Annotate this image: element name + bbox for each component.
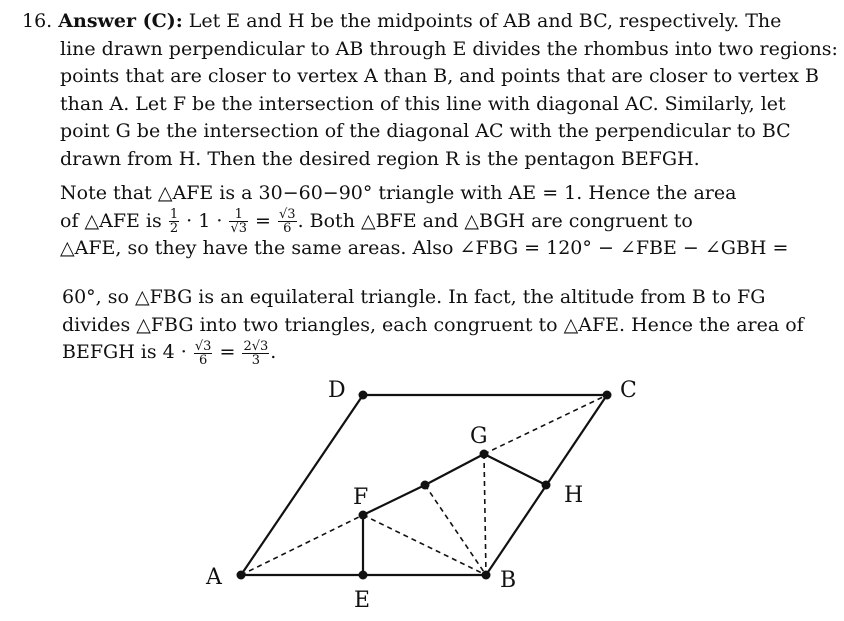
p1-line-6: drawn from H. Then the desired region R is the pentagon BEFGH. — [60, 147, 700, 170]
p1-line-4: than A. Let F be the intersection of this line with diagonal AC. Similarly, let — [60, 92, 786, 115]
p2-text-d: . Both △BFE and △BGH are congruent to — [297, 209, 693, 232]
diagonal-GC-dashed — [484, 395, 607, 454]
p2-text-a: of △AFE is — [60, 209, 162, 232]
point-altitude-foot — [421, 481, 430, 490]
point-C — [603, 391, 612, 400]
point-F — [359, 511, 368, 520]
p1-text-1: Let E and H be the midpoints of AB and BC, respectively. The — [188, 10, 782, 32]
label-B: B — [500, 568, 517, 593]
p1-line-3: points that are closer to vertex A than B, and points that are closer to vertex B — [60, 65, 819, 87]
p2-text-b: · 1 · — [186, 209, 223, 232]
p3-text-c: . — [270, 341, 277, 363]
p3-line-1: 60°, so △FBG is an equilateral triangle. In fact, the altitude from B to FG — [62, 286, 766, 308]
p3-line-2: divides △FBG into two triangles, each congruent to △AFE. Hence the area of — [62, 313, 804, 336]
label-D: D — [328, 378, 346, 403]
segment-MB-dashed — [425, 485, 486, 575]
frac-num: √3 — [194, 338, 212, 354]
label-F: F — [353, 485, 369, 510]
segment-MG — [425, 454, 484, 485]
frac-den: 6 — [199, 352, 208, 368]
frac-den: 3 — [251, 352, 261, 368]
frac-num: 1 — [169, 207, 179, 222]
point-B — [482, 571, 491, 580]
p1-line-5: point G be the intersection of the diagonal AC with the perpendicular to BC — [60, 120, 791, 142]
answer-label: Answer (C): — [58, 10, 183, 32]
frac-num: √3 — [279, 207, 296, 222]
point-E — [359, 571, 368, 580]
label-C: C — [620, 378, 637, 403]
frac-num: 1 — [229, 208, 248, 222]
label-A: A — [206, 565, 222, 590]
point-H — [542, 481, 551, 490]
p2-line-1: Note that △AFE is a 30−60−90° triangle with AE = 1. Hence the area — [60, 182, 737, 204]
label-H: H — [564, 483, 584, 508]
p1-line-2: line drawn perpendicular to AB through E divides the rhombus into two regions: — [60, 37, 838, 60]
segment-FM — [363, 485, 425, 515]
p3-text-b: = — [219, 341, 236, 363]
frac-den: 2 — [169, 221, 179, 236]
frac-den: √3 — [230, 221, 247, 236]
frac-num: 2√3 — [243, 338, 269, 354]
problem-number: 16. — [22, 10, 53, 32]
point-G — [480, 450, 489, 459]
point-D — [359, 391, 368, 400]
segment-FB-dashed — [363, 515, 486, 575]
p2-line-3: △AFE, so they have the same areas. Also ∠FBG = 120° − ∠FBE − ∠GBH = — [60, 237, 789, 259]
p2-text-c: = — [255, 209, 271, 232]
point-A — [237, 571, 246, 580]
side-AD — [241, 395, 363, 575]
p3-text-a: BEFGH is 4 · — [62, 341, 187, 363]
label-G: G — [470, 424, 488, 449]
frac-den: 6 — [283, 221, 292, 236]
segment-GB-dashed — [484, 454, 486, 575]
segment-GH — [484, 454, 546, 485]
label-E: E — [354, 588, 371, 613]
diagonal-AF-dashed — [241, 515, 363, 575]
